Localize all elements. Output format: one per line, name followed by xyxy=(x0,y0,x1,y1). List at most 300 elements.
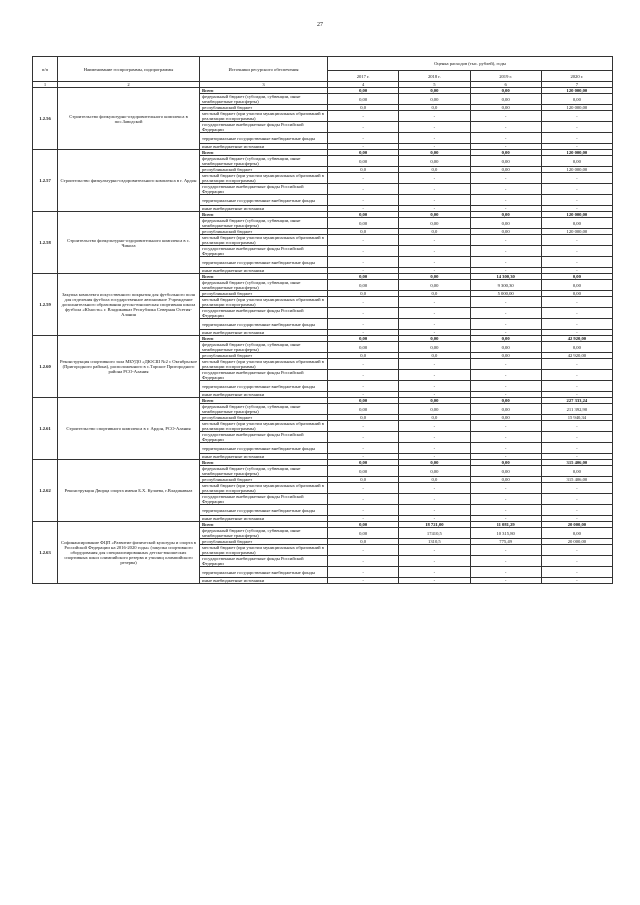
value-cell: - xyxy=(328,392,399,398)
value-cell: - xyxy=(328,567,399,578)
value-cell: - xyxy=(470,111,541,122)
value-cell: - xyxy=(541,122,612,133)
value-cell: 17410,5 xyxy=(399,528,470,539)
source-label: республиканский бюджет xyxy=(200,415,328,421)
item-number: 1.2.57 xyxy=(33,150,58,212)
source-label: местный бюджет (при участии муниципальных образований в реализации госпрограммы) xyxy=(200,483,328,494)
source-label: территориальные государственные внебюджетные фонды xyxy=(200,319,328,330)
source-label: федеральный бюджет (субсидии, субвенции, иные межбюджетные трансферты) xyxy=(200,280,328,291)
value-cell: - xyxy=(470,268,541,274)
source-label: федеральный бюджет (субсидии, субвенции, иные межбюджетные трансферты) xyxy=(200,528,328,539)
value-cell: 14 300,30 xyxy=(470,274,541,280)
value-cell: - xyxy=(328,257,399,268)
value-cell: - xyxy=(541,206,612,212)
value-cell: - xyxy=(399,359,470,370)
source-label: территориальные государственные внебюджетные фонды xyxy=(200,257,328,268)
source-label: Всего xyxy=(200,88,328,94)
value-cell: - xyxy=(541,246,612,257)
value-cell: - xyxy=(399,505,470,516)
source-label: государственные внебюджетные фонды Российской Федерации xyxy=(200,246,328,257)
value-cell: - xyxy=(470,454,541,460)
value-cell: - xyxy=(470,144,541,150)
value-cell: 0,0 xyxy=(399,353,470,359)
value-cell: - xyxy=(470,494,541,505)
value-cell: 0,00 xyxy=(399,150,470,156)
source-label: иные внебюджетные источники xyxy=(200,268,328,274)
value-cell: 0,00 xyxy=(328,88,399,94)
item-number: 1.2.62 xyxy=(33,460,58,522)
value-cell: 0,00 xyxy=(541,291,612,297)
value-cell: - xyxy=(470,133,541,144)
value-cell: 1310,5 xyxy=(399,539,470,545)
source-label: государственные внебюджетные фонды Российской Федерации xyxy=(200,494,328,505)
source-label: территориальные государственные внебюджетные фонды xyxy=(200,505,328,516)
value-cell: - xyxy=(399,516,470,522)
value-cell: 0,00 xyxy=(399,88,470,94)
value-cell: - xyxy=(399,319,470,330)
value-cell: - xyxy=(541,184,612,195)
value-cell: 0,00 xyxy=(470,218,541,229)
value-cell: - xyxy=(328,111,399,122)
value-cell: - xyxy=(328,133,399,144)
value-cell: - xyxy=(541,556,612,567)
value-cell: 0,00 xyxy=(399,274,470,280)
value-cell: 0,0 xyxy=(399,105,470,111)
value-cell: - xyxy=(470,319,541,330)
value-cell: - xyxy=(541,432,612,443)
value-cell: 0,00 xyxy=(470,404,541,415)
source-label: Всего xyxy=(200,460,328,466)
value-cell: 0,00 xyxy=(541,528,612,539)
value-cell: - xyxy=(541,297,612,308)
source-label: республиканский бюджет xyxy=(200,477,328,483)
value-cell: 5 000,00 xyxy=(470,291,541,297)
value-cell: - xyxy=(541,483,612,494)
source-label: государственные внебюджетные фонды Российской Федерации xyxy=(200,370,328,381)
page-number: 27 xyxy=(317,22,323,28)
value-cell: - xyxy=(399,330,470,336)
item-number: 1.2.59 xyxy=(33,274,58,336)
value-cell: - xyxy=(328,421,399,432)
value-cell: 0,00 xyxy=(328,280,399,291)
value-cell: - xyxy=(470,330,541,336)
value-cell: - xyxy=(399,184,470,195)
value-cell: 0,00 xyxy=(470,398,541,404)
value-cell: - xyxy=(328,545,399,556)
value-cell: 0,00 xyxy=(470,156,541,167)
value-cell: 11 081,29 xyxy=(470,522,541,528)
item-number: 1.2.58 xyxy=(33,212,58,274)
source-label: республиканский бюджет xyxy=(200,105,328,111)
value-cell: 0,0 xyxy=(328,353,399,359)
source-label: территориальные государственные внебюджетные фонды xyxy=(200,381,328,392)
item-name: Строительство физкультурно-оздоровительного комплекса в г. Ардон xyxy=(58,150,200,212)
value-cell: - xyxy=(328,454,399,460)
value-cell: 0,00 xyxy=(470,336,541,342)
value-cell: 42 920,00 xyxy=(541,336,612,342)
value-cell: 0,00 xyxy=(399,336,470,342)
source-label: Всего xyxy=(200,398,328,404)
value-cell: - xyxy=(470,443,541,454)
value-cell: - xyxy=(399,578,470,584)
value-cell: 0,0 xyxy=(328,229,399,235)
source-label: Всего xyxy=(200,150,328,156)
value-cell: - xyxy=(541,454,612,460)
value-cell: 0,00 xyxy=(328,404,399,415)
value-cell: 0,0 xyxy=(399,229,470,235)
value-cell: - xyxy=(399,235,470,246)
value-cell: 227 333,24 xyxy=(541,398,612,404)
value-cell: - xyxy=(470,235,541,246)
source-label: Всего xyxy=(200,522,328,528)
source-label: территориальные государственные внебюджетные фонды xyxy=(200,195,328,206)
value-cell: 0,00 xyxy=(328,218,399,229)
index-cell: 2 xyxy=(58,82,200,88)
value-cell: 0,0 xyxy=(328,291,399,297)
source-label: иные внебюджетные источники xyxy=(200,392,328,398)
value-cell: 20 000,00 xyxy=(541,522,612,528)
item-name: Реконструкция Дворца спорта имени Б.Х. Кулаева, г.Владикавказ xyxy=(58,460,200,522)
value-cell: 315 406,00 xyxy=(541,477,612,483)
value-cell: 0,00 xyxy=(399,342,470,353)
source-label: иные внебюджетные источники xyxy=(200,206,328,212)
value-cell: - xyxy=(399,392,470,398)
header-source: Источники ресурсного обеспечения xyxy=(200,57,328,82)
value-cell: - xyxy=(328,359,399,370)
source-label: государственные внебюджетные фонды Российской Федерации xyxy=(200,308,328,319)
value-cell: - xyxy=(470,308,541,319)
value-cell: - xyxy=(470,421,541,432)
value-cell: - xyxy=(399,206,470,212)
value-cell: 42 920,00 xyxy=(541,353,612,359)
item-name: Строительство спортивного комплекса в г. Ардон, РСО-Алания xyxy=(58,398,200,460)
value-cell: 120 000,00 xyxy=(541,150,612,156)
value-cell: - xyxy=(541,545,612,556)
item-name: Строительство физкультурно-оздоровительного комплекса в с. Чикола xyxy=(58,212,200,274)
value-cell: 0,00 xyxy=(399,460,470,466)
value-cell: - xyxy=(541,516,612,522)
budget-table xyxy=(32,56,613,584)
value-cell: - xyxy=(541,494,612,505)
value-cell: 0,00 xyxy=(541,94,612,105)
index-cell: 5 xyxy=(399,82,470,88)
value-cell: 0,0 xyxy=(328,539,399,545)
value-cell: - xyxy=(399,268,470,274)
value-cell: - xyxy=(399,421,470,432)
value-cell: - xyxy=(470,432,541,443)
value-cell: - xyxy=(470,578,541,584)
value-cell: - xyxy=(541,257,612,268)
value-cell: - xyxy=(541,505,612,516)
source-label: территориальные государственные внебюджетные фонды xyxy=(200,443,328,454)
value-cell: 120 000,00 xyxy=(541,229,612,235)
value-cell: 0,00 xyxy=(470,477,541,483)
value-cell: 18 721,00 xyxy=(399,522,470,528)
value-cell: - xyxy=(399,545,470,556)
value-cell: - xyxy=(541,578,612,584)
value-cell: - xyxy=(328,297,399,308)
value-cell: 9 300,30 xyxy=(470,280,541,291)
value-cell: - xyxy=(399,122,470,133)
value-cell: - xyxy=(470,392,541,398)
value-cell: - xyxy=(470,257,541,268)
source-label: иные внебюджетные источники xyxy=(200,330,328,336)
value-cell: 0,0 xyxy=(399,415,470,421)
value-cell: 0,00 xyxy=(470,94,541,105)
value-cell: - xyxy=(328,268,399,274)
source-label: местный бюджет (при участии муниципальных образований в реализации госпрограммы) xyxy=(200,173,328,184)
value-cell: 0,00 xyxy=(541,466,612,477)
source-label: иные внебюджетные источники xyxy=(200,578,328,584)
value-cell: 0,00 xyxy=(470,167,541,173)
value-cell: - xyxy=(470,516,541,522)
value-cell: 120 000,00 xyxy=(541,167,612,173)
value-cell: - xyxy=(328,494,399,505)
value-cell: - xyxy=(328,173,399,184)
value-cell: - xyxy=(541,133,612,144)
source-label: республиканский бюджет xyxy=(200,291,328,297)
value-cell: - xyxy=(470,173,541,184)
source-label: территориальные государственные внебюджетные фонды xyxy=(200,133,328,144)
value-cell: - xyxy=(328,443,399,454)
value-cell: - xyxy=(328,246,399,257)
value-cell: 0,00 xyxy=(470,415,541,421)
value-cell: 0,0 xyxy=(328,415,399,421)
value-cell: 0,00 xyxy=(328,156,399,167)
value-cell: - xyxy=(399,173,470,184)
value-cell: 0,00 xyxy=(470,466,541,477)
item-number: 1.2.56 xyxy=(33,88,58,150)
source-label: федеральный бюджет (субсидии, субвенции, иные межбюджетные трансферты) xyxy=(200,404,328,415)
value-cell: - xyxy=(541,359,612,370)
value-cell: 0,0 xyxy=(328,105,399,111)
value-cell: - xyxy=(541,319,612,330)
value-cell: - xyxy=(328,578,399,584)
source-label: территориальные государственные внебюджетные фонды xyxy=(200,567,328,578)
value-cell: - xyxy=(399,257,470,268)
value-cell: - xyxy=(328,330,399,336)
value-cell: - xyxy=(328,144,399,150)
source-label: федеральный бюджет (субсидии, субвенции, иные межбюджетные трансферты) xyxy=(200,156,328,167)
source-label: государственные внебюджетные фонды Российской Федерации xyxy=(200,122,328,133)
value-cell: - xyxy=(328,505,399,516)
value-cell: 0,00 xyxy=(328,460,399,466)
source-label: государственные внебюджетные фонды Российской Федерации xyxy=(200,556,328,567)
value-cell: - xyxy=(328,206,399,212)
value-cell: - xyxy=(470,567,541,578)
value-cell: 0,0 xyxy=(399,167,470,173)
value-cell: - xyxy=(399,133,470,144)
value-cell: 0,00 xyxy=(328,398,399,404)
value-cell: - xyxy=(541,308,612,319)
value-cell: - xyxy=(328,483,399,494)
value-cell: - xyxy=(328,556,399,567)
value-cell: 0,00 xyxy=(470,150,541,156)
value-cell: 0,00 xyxy=(541,280,612,291)
source-label: государственные внебюджетные фонды Российской Федерации xyxy=(200,184,328,195)
value-cell: - xyxy=(399,111,470,122)
item-number: 1.2.61 xyxy=(33,398,58,460)
value-cell: 0,00 xyxy=(470,342,541,353)
value-cell: 0,00 xyxy=(328,150,399,156)
value-cell: - xyxy=(399,567,470,578)
value-cell: - xyxy=(541,173,612,184)
value-cell: - xyxy=(541,195,612,206)
value-cell: - xyxy=(328,308,399,319)
source-label: Всего xyxy=(200,336,328,342)
value-cell: 0,00 xyxy=(399,94,470,105)
value-cell: 120 000,00 xyxy=(541,88,612,94)
item-name: Закупка комплекта искусственного покрытия для футбольного поля для отделения футбола государственное автономное Учреждение дополнительного образования детско-юношеская спортивная школа футбола «Юность» г. Владикавказ Республика Северная Осетия-Алания xyxy=(58,274,200,336)
value-cell: 315 406,00 xyxy=(541,460,612,466)
value-cell: 0,00 xyxy=(470,88,541,94)
value-cell: 0,00 xyxy=(399,398,470,404)
value-cell: 0,00 xyxy=(399,156,470,167)
source-label: иные внебюджетные источники xyxy=(200,144,328,150)
source-label: иные внебюджетные источники xyxy=(200,516,328,522)
header-year: 2017 г. xyxy=(328,71,399,82)
value-cell: 0,00 xyxy=(328,528,399,539)
value-cell: 10 315,80 xyxy=(470,528,541,539)
value-cell: - xyxy=(399,144,470,150)
header-name: Наименование госпрограммы, подпрограммы xyxy=(58,57,200,82)
value-cell: - xyxy=(399,297,470,308)
value-cell: 0,00 xyxy=(328,522,399,528)
header-year: 2020 г. xyxy=(541,71,612,82)
value-cell: 0,00 xyxy=(541,274,612,280)
source-label: иные внебюджетные источники xyxy=(200,454,328,460)
value-cell: - xyxy=(470,246,541,257)
value-cell: 0,00 xyxy=(541,218,612,229)
value-cell: 0,0 xyxy=(328,477,399,483)
index-cell: 4 xyxy=(328,82,399,88)
source-label: местный бюджет (при участии муниципальных образований в реализации госпрограммы) xyxy=(200,421,328,432)
value-cell: - xyxy=(541,144,612,150)
index-cell: 3 xyxy=(200,82,328,88)
value-cell: - xyxy=(541,567,612,578)
value-cell: 0,00 xyxy=(470,460,541,466)
value-cell: - xyxy=(399,195,470,206)
value-cell: - xyxy=(541,111,612,122)
value-cell: - xyxy=(399,370,470,381)
value-cell: - xyxy=(470,195,541,206)
value-cell: - xyxy=(470,483,541,494)
value-cell: 20 000,00 xyxy=(541,539,612,545)
value-cell: - xyxy=(470,184,541,195)
value-cell: 15 940,34 xyxy=(541,415,612,421)
value-cell: - xyxy=(470,370,541,381)
item-number: 1.2.63 xyxy=(33,522,58,584)
value-cell: - xyxy=(541,370,612,381)
item-number: 1.2.60 xyxy=(33,336,58,398)
value-cell: - xyxy=(399,381,470,392)
source-label: федеральный бюджет (субсидии, субвенции, иные межбюджетные трансферты) xyxy=(200,94,328,105)
value-cell: - xyxy=(328,432,399,443)
source-label: местный бюджет (при участии муниципальных образований в реализации госпрограммы) xyxy=(200,545,328,556)
value-cell: - xyxy=(328,184,399,195)
value-cell: - xyxy=(470,206,541,212)
value-cell: 0,00 xyxy=(328,274,399,280)
value-cell: 0,0 xyxy=(328,167,399,173)
value-cell: - xyxy=(470,505,541,516)
source-label: государственные внебюджетные фонды Российской Федерации xyxy=(200,432,328,443)
source-label: Всего xyxy=(200,274,328,280)
value-cell: - xyxy=(328,122,399,133)
value-cell: - xyxy=(328,381,399,392)
value-cell: - xyxy=(470,359,541,370)
value-cell: 0,0 xyxy=(399,477,470,483)
value-cell: 120 000,00 xyxy=(541,105,612,111)
value-cell: 0,00 xyxy=(328,336,399,342)
value-cell: - xyxy=(541,392,612,398)
value-cell: - xyxy=(399,246,470,257)
value-cell: - xyxy=(328,319,399,330)
source-label: местный бюджет (при участии муниципальных образований в реализации госпрограммы) xyxy=(200,235,328,246)
source-label: республиканский бюджет xyxy=(200,229,328,235)
item-name: Софинансирование ФЦП «Развитие физической культуры и спорта в Российской Федерации на 2016-2020 годы» (закупка спортивного оборудования для специализированных детско-юношеских спортивных школ олимпийского резерва и училищ олимпийского резерва) xyxy=(58,522,200,584)
value-cell: - xyxy=(328,235,399,246)
value-cell: - xyxy=(399,308,470,319)
source-label: республиканский бюджет xyxy=(200,167,328,173)
source-label: республиканский бюджет xyxy=(200,539,328,545)
value-cell: 0,00 xyxy=(399,212,470,218)
value-cell: 120 000,00 xyxy=(541,212,612,218)
header-year: 2019 г. xyxy=(470,71,541,82)
value-cell: - xyxy=(541,235,612,246)
value-cell: - xyxy=(399,443,470,454)
index-cell: 7 xyxy=(541,82,612,88)
header-estimate: Оценка расходов (тыс. рублей), годы xyxy=(328,57,613,71)
source-label: республиканский бюджет xyxy=(200,353,328,359)
header-year: 2018 г. xyxy=(399,71,470,82)
item-name: Строительство физкультурно-оздоровительного комплекса в пос.Заводской xyxy=(58,88,200,150)
source-label: Всего xyxy=(200,212,328,218)
value-cell: - xyxy=(470,297,541,308)
source-label: местный бюджет (при участии муниципальных образований в реализации госпрограммы) xyxy=(200,359,328,370)
value-cell: 0,00 xyxy=(399,218,470,229)
value-cell: - xyxy=(470,545,541,556)
source-label: федеральный бюджет (субсидии, субвенции, иные межбюджетные трансферты) xyxy=(200,218,328,229)
value-cell: - xyxy=(328,370,399,381)
value-cell: - xyxy=(541,268,612,274)
value-cell: - xyxy=(541,381,612,392)
value-cell: - xyxy=(541,443,612,454)
value-cell: - xyxy=(470,122,541,133)
value-cell: - xyxy=(328,195,399,206)
value-cell: - xyxy=(399,483,470,494)
index-cell: 1 xyxy=(33,82,58,88)
value-cell: 0,00 xyxy=(399,404,470,415)
item-name: Реконструкция спортивного зала МБУДО «ДЮСШ №2 с Октябрьское (Пригородного района), расположенного в с.Тарское Пригородного района РСО-Алания xyxy=(58,336,200,398)
value-cell: 0,00 xyxy=(399,280,470,291)
value-cell: 0,00 xyxy=(470,353,541,359)
value-cell: - xyxy=(470,556,541,567)
value-cell: 0,0 xyxy=(399,291,470,297)
value-cell: 0,00 xyxy=(541,156,612,167)
index-cell: 6 xyxy=(470,82,541,88)
source-label: местный бюджет (при участии муниципальных образований в реализации госпрограммы) xyxy=(200,297,328,308)
source-label: местный бюджет (при участии муниципальных образований в реализации госпрограммы) xyxy=(200,111,328,122)
value-cell: - xyxy=(470,381,541,392)
source-label: федеральный бюджет (субсидии, субвенции, иные межбюджетные трансферты) xyxy=(200,466,328,477)
value-cell: 0,00 xyxy=(541,342,612,353)
value-cell: - xyxy=(328,516,399,522)
header-num: п/п xyxy=(33,57,58,82)
value-cell: - xyxy=(541,330,612,336)
value-cell: - xyxy=(399,556,470,567)
value-cell: 0,00 xyxy=(470,212,541,218)
value-cell: 775,49 xyxy=(470,539,541,545)
